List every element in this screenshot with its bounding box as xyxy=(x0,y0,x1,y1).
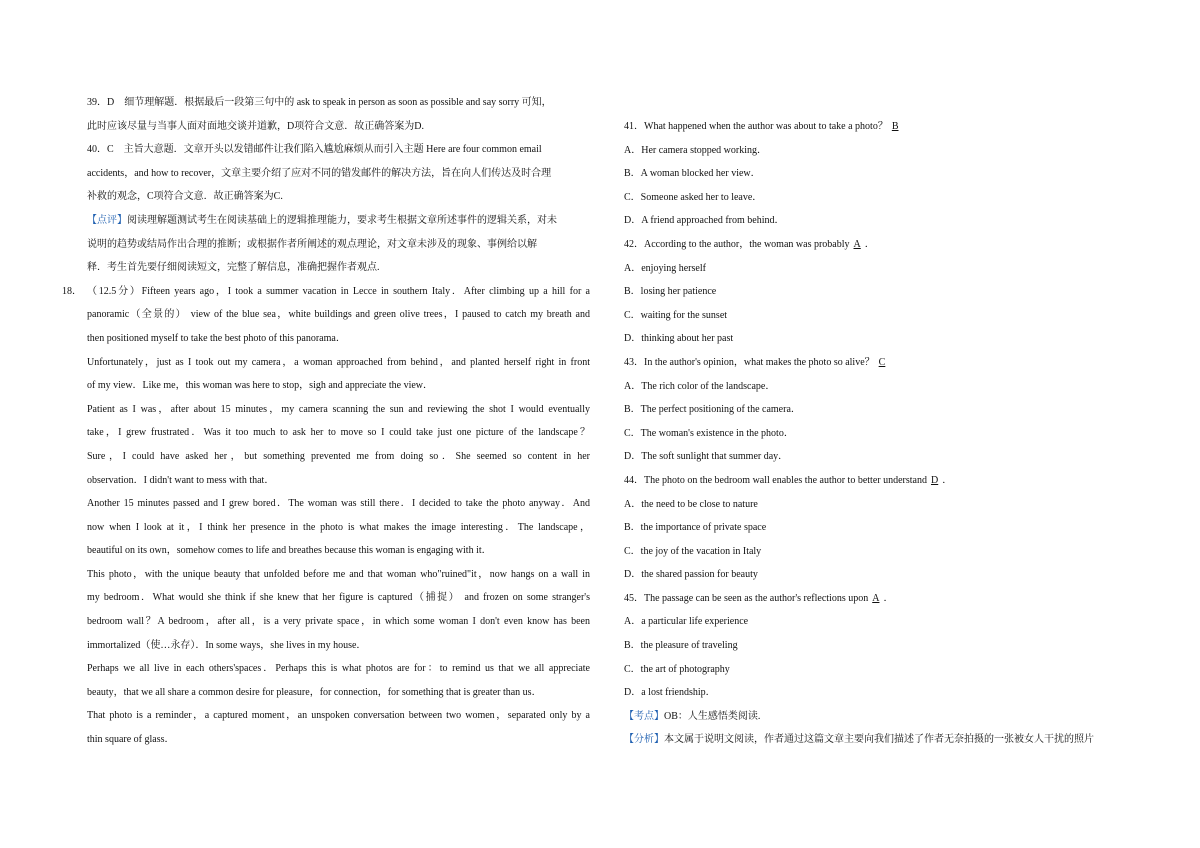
option: C．the joy of the vacation in Italy xyxy=(624,545,762,557)
passage-line: This photo，with the unique beauty that unfolded before me and that woman who"ruined"it，now hangs on a wall in xyxy=(87,568,590,580)
option: D．a lost friendship． xyxy=(624,687,716,699)
answer-40-line-1: 40．C 主旨大意题．文章开头以发错邮件让我们陷入尴尬麻烦从而引入主题 Here are four common email xyxy=(87,144,542,156)
passage-line: bedroom wall？A bedroom，after all，is a very private space，in which some woman I don't even know has been xyxy=(87,616,590,628)
option: A．enjoying herself xyxy=(624,262,706,274)
right-column xyxy=(624,115,1134,752)
question-18-passage xyxy=(62,280,590,752)
passage-line: thin square of glass． xyxy=(87,734,175,746)
question-18-number: 18． xyxy=(62,285,82,297)
answer-39-line-1: 39．D 细节理解题．根据最后一段第三句中的 ask to speak in person as soon as possible and say sorry 可知， xyxy=(87,97,552,108)
passage-line: now when I look at it，I think her presence in the photo is what makes the image interesting．The landscape， xyxy=(87,521,590,533)
comment-line-3: 释．考生首先要仔细阅读短文，完整了解信息，准确把握作者观点. xyxy=(87,262,380,274)
comment-text: 阅读理解题测试考生在阅读基础上的逻辑推理能力，要求考生根据文章所述事件的逻辑关系，对未 xyxy=(127,214,557,226)
option: B．the importance of private space xyxy=(624,522,767,534)
passage-line: Patient as I was，after about 15 minutes，my camera scanning the sun and reviewing the shot I would eventually xyxy=(87,403,590,415)
question-41 xyxy=(624,115,1134,233)
comment-line-2: 说明的趋势或结局作出合理的推断；或根据作者所阐述的观点理论，对文章未涉及的现象、事例给以解 xyxy=(87,238,537,250)
passage-line: （12.5分）Fifteen years ago，I took a summer vacation in Lecce in southern Italy．After climbing up a hill for a xyxy=(87,285,590,297)
answer-40-line-2: accidents，and how to recover，文章主要介绍了应对不同的错发邮件的解决方法，旨在向人们传达及时合理 xyxy=(87,167,552,179)
passage-line: observation．I didn't want to mess with that． xyxy=(87,474,275,486)
passage-line: panoramic（全景的） view of the blue sea，white buildings and green olive trees，I paused to catch my breath and xyxy=(87,309,590,321)
answer-blank: A xyxy=(853,238,861,250)
passage-line: immortalized（使…永存）．In some ways，she lives in my house． xyxy=(87,639,367,651)
fenxi-label: 【分析】 xyxy=(624,734,664,746)
passage-line: my bedroom．What would she think if she knew that her figure is captured（捕捉） and frozen on some stranger's xyxy=(87,592,590,604)
option: D．the shared passion for beauty xyxy=(624,569,758,581)
left-column xyxy=(62,91,590,752)
passage-line: beauty，that we all share a common desire for pleasure，for connection，for something that is greater than us． xyxy=(87,686,542,698)
question-44 xyxy=(624,469,1134,587)
fenxi-text: 本文属于说明文阅读，作者通过这篇文章主要向我们描述了作者无奈拍摄的一张被女人干扰的照片 xyxy=(664,734,1094,746)
passage-line: of my view．Like me，this woman was here to stop，sigh and appreciate the view． xyxy=(87,380,434,392)
question-stem: 44．The photo on the bedroom wall enables the author to better understand D ． xyxy=(624,474,953,486)
question-stem: 42．According to the author，the woman was probably A ． xyxy=(624,238,875,250)
question-43 xyxy=(624,351,1134,469)
option: A．Her camera stopped working． xyxy=(624,144,768,156)
option: B．A woman blocked her view． xyxy=(624,168,761,180)
option: C．Someone asked her to leave． xyxy=(624,191,763,203)
question-42 xyxy=(624,233,1134,351)
answer-blank: A xyxy=(872,592,880,604)
answer-40-line-3: 补救的观念，C项符合文意．故正确答案为C. xyxy=(87,191,283,203)
fenxi-line xyxy=(624,728,1134,752)
answer-blank: C xyxy=(878,356,886,368)
answer-blank: B xyxy=(891,121,899,132)
passage-line: Unfortunately，just as I took out my camera，a woman approached from behind，and planted herself right in front xyxy=(87,356,590,368)
question-stem: 45．The passage can be seen as the author's reflections upon A ． xyxy=(624,592,894,604)
option: A．the need to be close to nature xyxy=(624,498,758,510)
kaodian-line xyxy=(624,705,1134,729)
passage-line: then positioned myself to take the best photo of this panorama． xyxy=(87,332,346,344)
question-45 xyxy=(624,587,1134,705)
passage-line: Another 15 minutes passed and I grew bored．The woman was still there．I decided to take the photo anyway．And xyxy=(87,498,590,510)
comment-label: 【点评】 xyxy=(87,214,127,226)
kaodian-label: 【考点】 xyxy=(624,710,664,722)
passage-line: Perhaps we all live in each others'spaces．Perhaps this is what photos are for：to remind us that we all appreciate xyxy=(87,663,590,675)
answer-39-line-2: 此时应该尽量与当事人面对面地交谈并道歉，D项符合文意．故正确答案为D. xyxy=(87,120,424,132)
option: A．The rich color of the landscape． xyxy=(624,380,776,392)
question-stem: 41．What happened when the author was about to take a photo？ B xyxy=(624,115,1134,139)
passage-line: That photo is a reminder，a captured moment，an unspoken conversation between two women，separated only by a xyxy=(87,710,590,722)
passage-line: take，I grew frustrated．Was it too much to ask her to move so I could take just one picture of the landscape？ xyxy=(87,427,590,439)
option: D．A friend approached from behind． xyxy=(624,215,785,227)
option: D．The soft sunlight that summer day． xyxy=(624,451,789,463)
answer-blank: D xyxy=(930,474,939,486)
option: C．waiting for the sunset xyxy=(624,309,728,321)
comment-line-1 xyxy=(87,209,590,233)
question-stem: 43．In the author's opinion，what makes the photo so alive？ C xyxy=(624,351,1134,375)
option: B．The perfect positioning of the camera． xyxy=(624,404,801,416)
option: C．the art of photography xyxy=(624,663,730,675)
option: B．losing her patience xyxy=(624,286,717,298)
option: C．The woman's existence in the photo． xyxy=(624,427,794,439)
passage-line: beautiful on its own，somehow comes to life and breathes because this woman is engaging with it． xyxy=(87,545,492,557)
kaodian-text: OB：人生感悟类阅读. xyxy=(664,710,761,722)
option: B．the pleasure of traveling xyxy=(624,640,738,652)
passage-line: Sure，I could have asked her，but something prevented me from doing so．She seemed so content in her xyxy=(87,450,590,462)
option: A．a particular life experience xyxy=(624,616,749,628)
option: D．thinking about her past xyxy=(624,333,734,345)
